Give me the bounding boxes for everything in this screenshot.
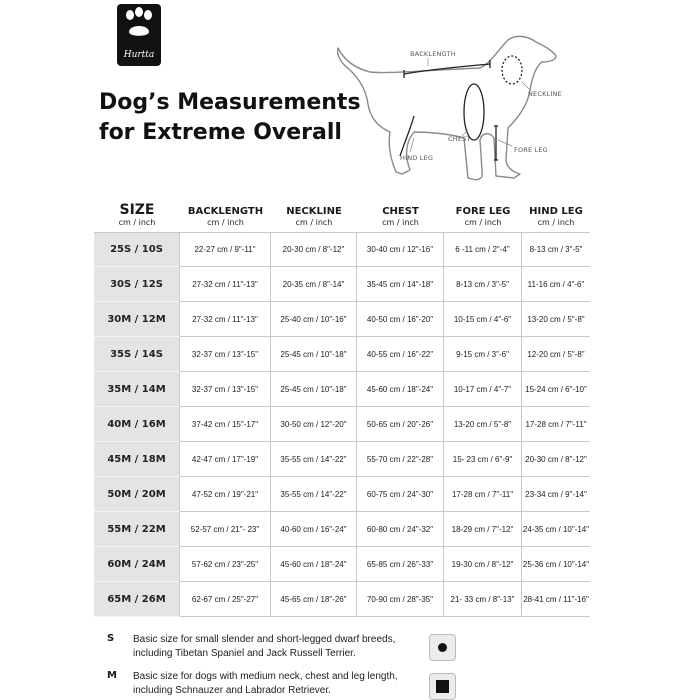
header-name: SIZE — [119, 202, 155, 218]
table-row — [94, 582, 590, 617]
title-line-1: Dog’s Measurements — [99, 90, 361, 115]
chest-cell: 45-60 cm / 18"-24" — [357, 372, 444, 407]
chest-cell: 55-70 cm / 22"-28" — [357, 442, 444, 477]
brand-logo — [117, 4, 161, 66]
backlength-cell: 32-37 cm / 13"-15" — [180, 372, 271, 407]
neckline-cell: 25-45 cm / 10"-18" — [271, 372, 357, 407]
page-title — [99, 88, 361, 148]
fore-leg-cell: 6 -11 cm / 2"-4" — [444, 232, 522, 267]
size-cell: 55M / 22M — [94, 512, 180, 547]
chest-cell: 40-55 cm / 16"-22" — [357, 337, 444, 372]
table-header-row — [94, 200, 590, 232]
note-text: Basic size for small slender and short-legged dwarf breeds, including Tibetan Spaniel and Jack Russell Terrier. — [133, 634, 396, 659]
neckline-cell: 20-35 cm / 8"-14" — [271, 267, 357, 302]
header-unit: cm / inch — [295, 218, 333, 227]
square-dot — [436, 680, 449, 693]
backlength-cell: 32-37 cm / 13"-15" — [180, 337, 271, 372]
size-cell: 40M / 16M — [94, 407, 180, 442]
header-unit: cm / inch — [207, 218, 244, 227]
circle-badge-icon — [429, 634, 456, 661]
table-row — [94, 442, 590, 477]
backlength-cell: 47-52 cm / 19"-21" — [180, 477, 271, 512]
measurement-guides — [400, 56, 522, 160]
chest-ellipse — [464, 84, 484, 140]
neckline-cell: 40-60 cm / 16"-24" — [271, 512, 357, 547]
table-body — [94, 232, 590, 617]
header-unit: cm / inch — [382, 218, 419, 227]
backlength-cell: 52-57 cm / 21"- 23" — [180, 512, 271, 547]
header-name: CHEST — [382, 206, 419, 217]
size-cell: 35S / 14S — [94, 337, 180, 372]
header-hind-leg — [522, 200, 590, 228]
header-unit: cm / inch — [464, 218, 502, 227]
square-badge-icon — [429, 673, 456, 700]
hind-leg-cell: 20-30 cm / 8"-12" — [522, 442, 590, 477]
chest-cell: 60-75 cm / 24"-30" — [357, 477, 444, 512]
fore-leg-cell: 17-28 cm / 7"-11" — [444, 477, 522, 512]
chest-cell: 30-40 cm / 12"-16" — [357, 232, 444, 267]
fore-leg-cell: 15- 23 cm / 6"-9" — [444, 442, 522, 477]
neckline-cell: 20-30 cm / 8"-12" — [271, 232, 357, 267]
hind-leg-cell: 11-16 cm / 4"-6" — [522, 267, 590, 302]
size-cell: 30S / 12S — [94, 267, 180, 302]
chest-cell: 35-45 cm / 14"-18" — [357, 267, 444, 302]
fore-leg-cell: 10-17 cm / 4"-7" — [444, 372, 522, 407]
table-row — [94, 267, 590, 302]
size-cell: 35M / 14M — [94, 372, 180, 407]
header-neckline — [271, 200, 357, 228]
label-backlength: BACKLENGTH — [410, 50, 456, 58]
note-letter: S — [107, 633, 115, 644]
size-cell: 30M / 12M — [94, 302, 180, 337]
hind-leg-cell: 24-35 cm / 10"-14" — [522, 512, 590, 547]
dog-measurement-diagram — [330, 20, 580, 190]
fore-leg-cell: 13-20 cm / 5"-8" — [444, 407, 522, 442]
backlength-cell: 37-42 cm / 15"-17" — [180, 407, 271, 442]
hind-leg-cell: 13-20 cm / 5"-8" — [522, 302, 590, 337]
paw-icon — [117, 4, 161, 44]
size-cell: 65M / 26M — [94, 582, 180, 617]
label-hind-leg: HIND LEG — [400, 154, 434, 162]
size-chart-table — [94, 200, 590, 617]
header-size — [94, 200, 180, 228]
note-text: Basic size for dogs with medium neck, chest and leg length, including Schnauzer and Labrador Retriever. — [133, 671, 398, 696]
table-row — [94, 477, 590, 512]
backlength-cell: 42-47 cm / 17"-19" — [180, 442, 271, 477]
hind-leg-cell: 23-34 cm / 9"-14" — [522, 477, 590, 512]
chest-cell: 65-85 cm / 26"-33" — [357, 547, 444, 582]
table-row — [94, 232, 590, 267]
label-fore-leg: FORE LEG — [514, 146, 548, 154]
backlength-cell: 27-32 cm / 11"-13" — [180, 267, 271, 302]
table-row — [94, 512, 590, 547]
header-name: FORE LEG — [455, 206, 511, 217]
header-fore-leg — [444, 200, 522, 228]
chest-cell: 60-80 cm / 24"-32" — [357, 512, 444, 547]
neckline-cell: 35-55 cm / 14"-22" — [271, 477, 357, 512]
backlength-cell: 57-62 cm / 23"-25" — [180, 547, 271, 582]
backlength-cell: 27-32 cm / 11"-13" — [180, 302, 271, 337]
backlength-cell: 22-27 cm / 9"-11" — [180, 232, 271, 267]
size-cell: 45M / 18M — [94, 442, 180, 477]
header-backlength — [180, 200, 271, 228]
fore-leg-cell: 10-15 cm / 4"-6" — [444, 302, 522, 337]
header-unit: cm / inch — [118, 218, 156, 227]
hind-leg-cell: 28-41 cm / 11"-16" — [522, 582, 590, 617]
neckline-cell: 25-45 cm / 10"-18" — [271, 337, 357, 372]
logo-text: Hurtta — [123, 50, 155, 60]
chest-cell: 70-90 cm / 28"-35" — [357, 582, 444, 617]
hind-leg-cell: 17-28 cm / 7"-11" — [522, 407, 590, 442]
chest-cell: 40-50 cm / 16"-20" — [357, 302, 444, 337]
fore-leg-cell: 21- 33 cm / 8"-13" — [444, 582, 522, 617]
chest-cell: 50-65 cm / 20"-26" — [357, 407, 444, 442]
header-name: HIND LEG — [529, 206, 583, 217]
label-neckline: NECKLINE — [528, 90, 562, 98]
size-cell: 50M / 20M — [94, 477, 180, 512]
fore-leg-cell: 9-15 cm / 3"-6" — [444, 337, 522, 372]
hind-leg-cell: 25-36 cm / 10"-14" — [522, 547, 590, 582]
fore-leg-cell: 18-29 cm / 7"-12" — [444, 512, 522, 547]
header-unit: cm / inch — [537, 218, 575, 227]
hind-leg-cell: 15-24 cm / 6"-10" — [522, 372, 590, 407]
hind-leg-cell: 8-13 cm / 3"-5" — [522, 232, 590, 267]
neckline-cell: 45-60 cm / 18"-24" — [271, 547, 357, 582]
table-row — [94, 547, 590, 582]
header-name: BACKLENGTH — [187, 206, 264, 217]
neckline-cell: 35-55 cm / 14"-22" — [271, 442, 357, 477]
circle-dot — [438, 643, 447, 652]
neckline-ellipse — [502, 56, 522, 84]
header-name: NECKLINE — [286, 206, 342, 217]
backlength-cell: 62-67 cm / 25"-27" — [180, 582, 271, 617]
hind-leg-cell: 12-20 cm / 5"-8" — [522, 337, 590, 372]
table-row — [94, 407, 590, 442]
table-row — [94, 372, 590, 407]
table-row — [94, 337, 590, 372]
label-chest: CHEST — [448, 135, 471, 143]
title-line-2: for Extreme Overall — [99, 120, 342, 145]
size-cell: 25S / 10S — [94, 232, 180, 267]
neckline-cell: 30-50 cm / 12"-20" — [271, 407, 357, 442]
fore-leg-cell: 19-30 cm / 8"-12" — [444, 547, 522, 582]
neckline-cell: 25-40 cm / 10"-16" — [271, 302, 357, 337]
note-letter: M — [107, 670, 117, 681]
size-cell: 60M / 24M — [94, 547, 180, 582]
header-chest — [357, 200, 444, 228]
table-row — [94, 302, 590, 337]
neckline-cell: 45-65 cm / 18"-26" — [271, 582, 357, 617]
fore-leg-cell: 8-13 cm / 3"-5" — [444, 267, 522, 302]
